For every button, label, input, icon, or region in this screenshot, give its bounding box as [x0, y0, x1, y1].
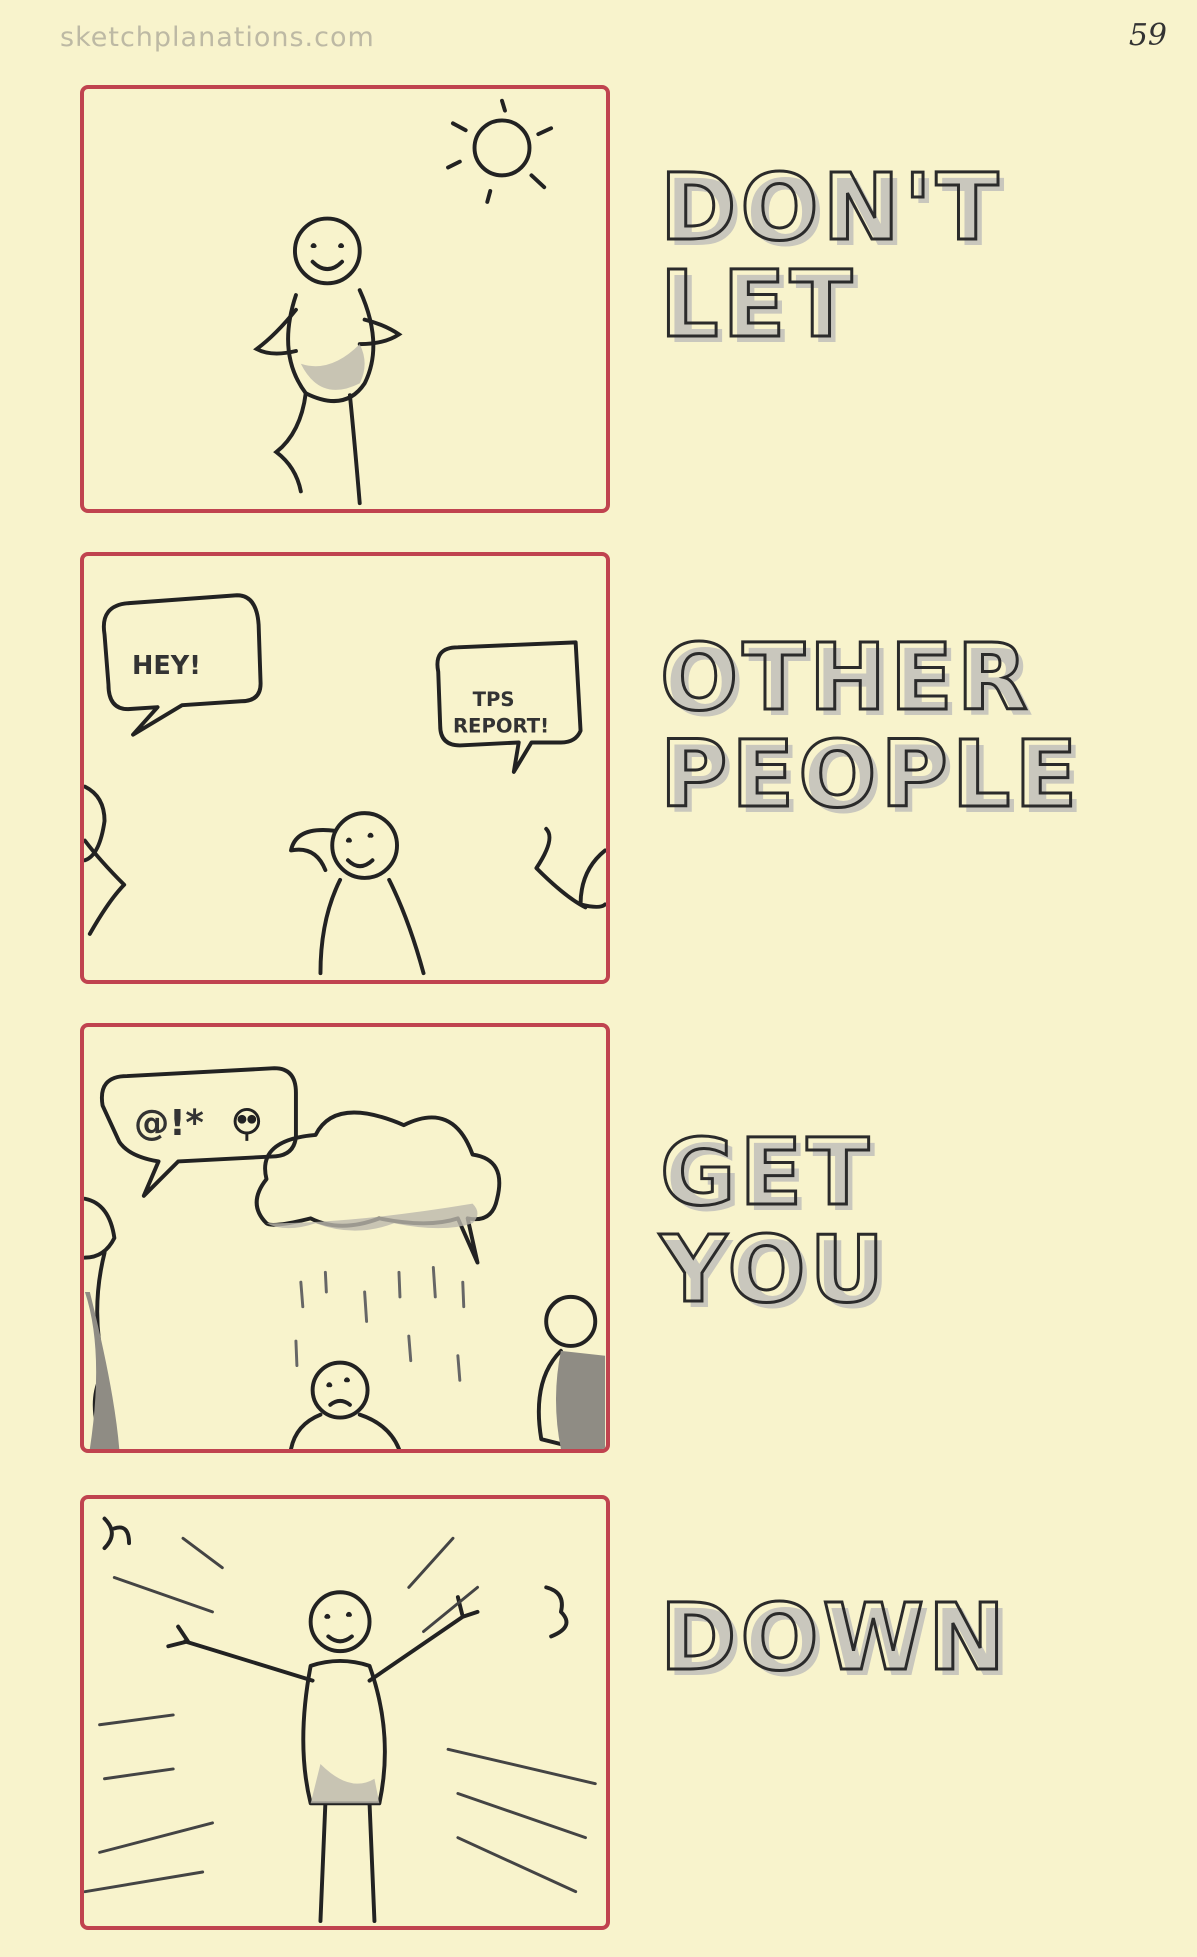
bubble-report-text: REPORT!: [452, 714, 550, 738]
bubble-curse-text: @!*: [134, 1102, 204, 1144]
sun-icon: [475, 120, 530, 175]
happy-stick-figure-sunny-drawing: [84, 89, 606, 509]
caption-4: DOWN: [660, 1584, 1010, 1691]
caption-3: GET YOU: [660, 1119, 889, 1323]
caption-1: DON'T LET: [660, 154, 1003, 358]
bubble-tps-text: TPS: [472, 688, 515, 712]
panel-3: [80, 1023, 610, 1453]
panel-2: [80, 552, 610, 984]
rain-cloud-icon: [257, 1113, 500, 1263]
panel-1: [80, 85, 610, 513]
panel-4: [80, 1495, 610, 1930]
watermark: sketchplanations.com: [60, 22, 375, 53]
caption-2: OTHER PEOPLE: [660, 624, 1082, 828]
bubble-hey-text: HEY!: [132, 650, 201, 681]
rain-cloud-drawing: [84, 1027, 606, 1449]
page-number: 59: [1128, 18, 1167, 53]
hey-tps-report-drawing: [84, 556, 606, 980]
skull-icon: [235, 1109, 259, 1140]
triumphant-stick-figure-drawing: [84, 1499, 606, 1926]
